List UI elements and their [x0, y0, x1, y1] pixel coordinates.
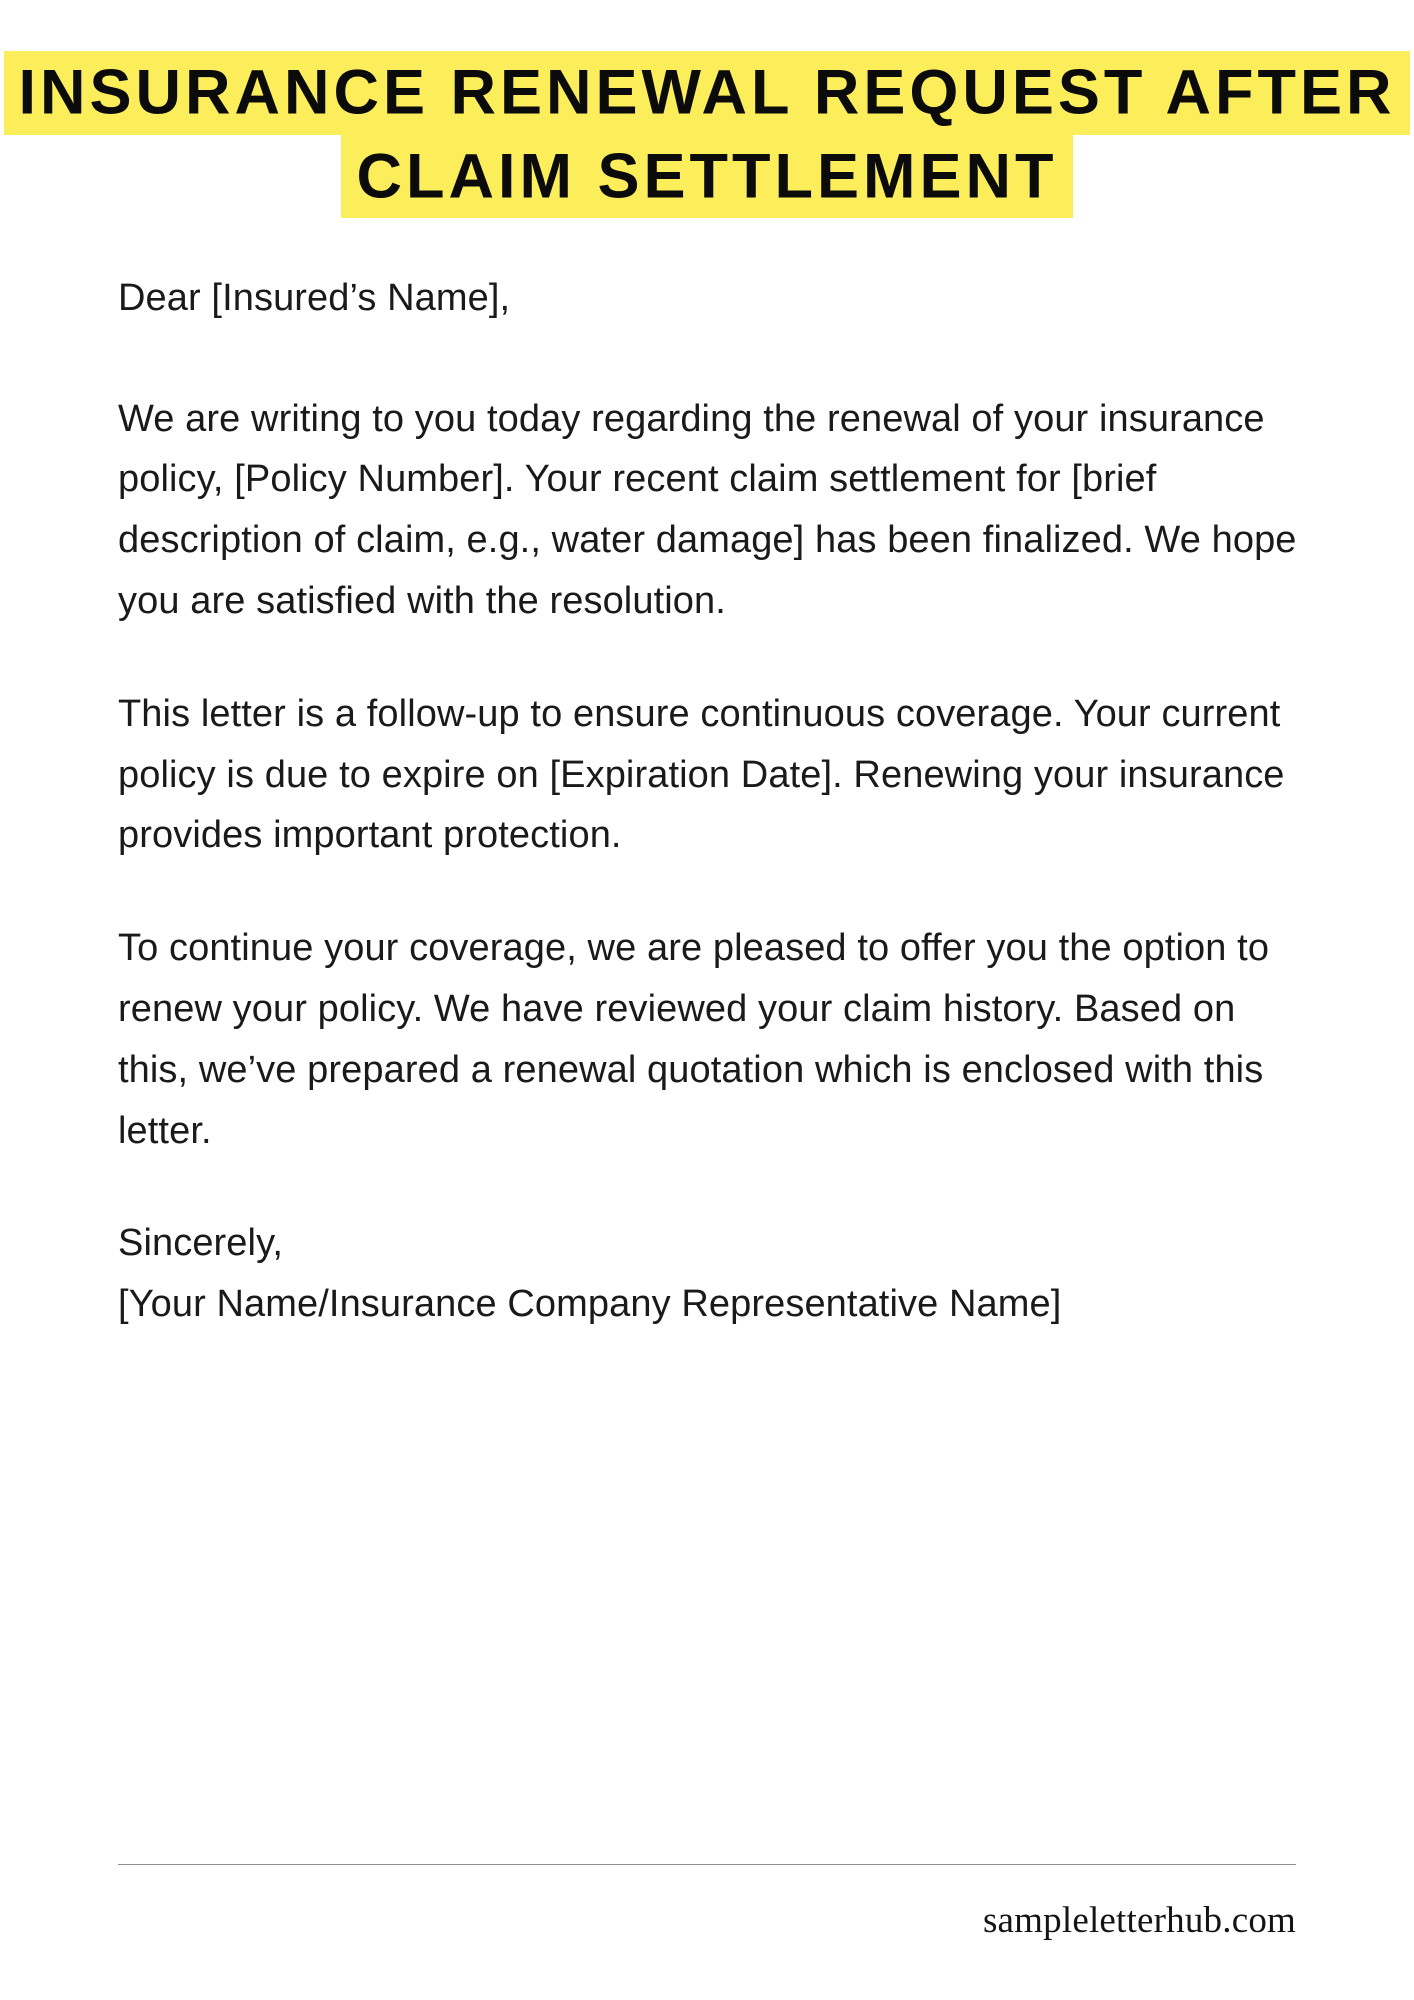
title-line-2-text: CLAIM SETTLEMENT — [341, 135, 1074, 219]
title-line-2 — [0, 136, 1414, 218]
title-line-1-text: INSURANCE RENEWAL REQUEST AFTER — [4, 51, 1409, 135]
paragraph-1: We are writing to you today regarding the renewal of your insurance policy, [Policy Number]. Your recent claim settlement for [brief description of claim, e.g., water damage] has been finalized. We hope you are satisfied with the resolution. — [118, 397, 1297, 622]
title-line-1 — [0, 52, 1414, 134]
letter-title — [0, 0, 1414, 218]
page-footer — [118, 1864, 1296, 1942]
closing-signature: [Your Name/Insurance Company Representative Name] — [118, 1283, 1062, 1326]
letter-body — [0, 268, 1414, 1335]
paragraph-2: This letter is a follow-up to ensure continuous coverage. Your current policy is due to expire on [Expiration Date]. Renewing your insurance provides important protection. — [118, 692, 1285, 857]
paragraph-3: To continue your coverage, we are pleased to offer you the option to renew your policy. We have reviewed your claim history. Based on this, we’ve prepared a renewal quotation which is enclosed with this letter. — [118, 927, 1270, 1152]
closing-block — [118, 1213, 1313, 1335]
footer-website: sampleletterhub.com — [982, 1900, 1296, 1941]
footer-divider — [118, 1864, 1296, 1865]
closing-salutation: Sincerely, — [118, 1222, 284, 1265]
greeting-line: Dear [Insured’s Name], — [118, 276, 511, 319]
